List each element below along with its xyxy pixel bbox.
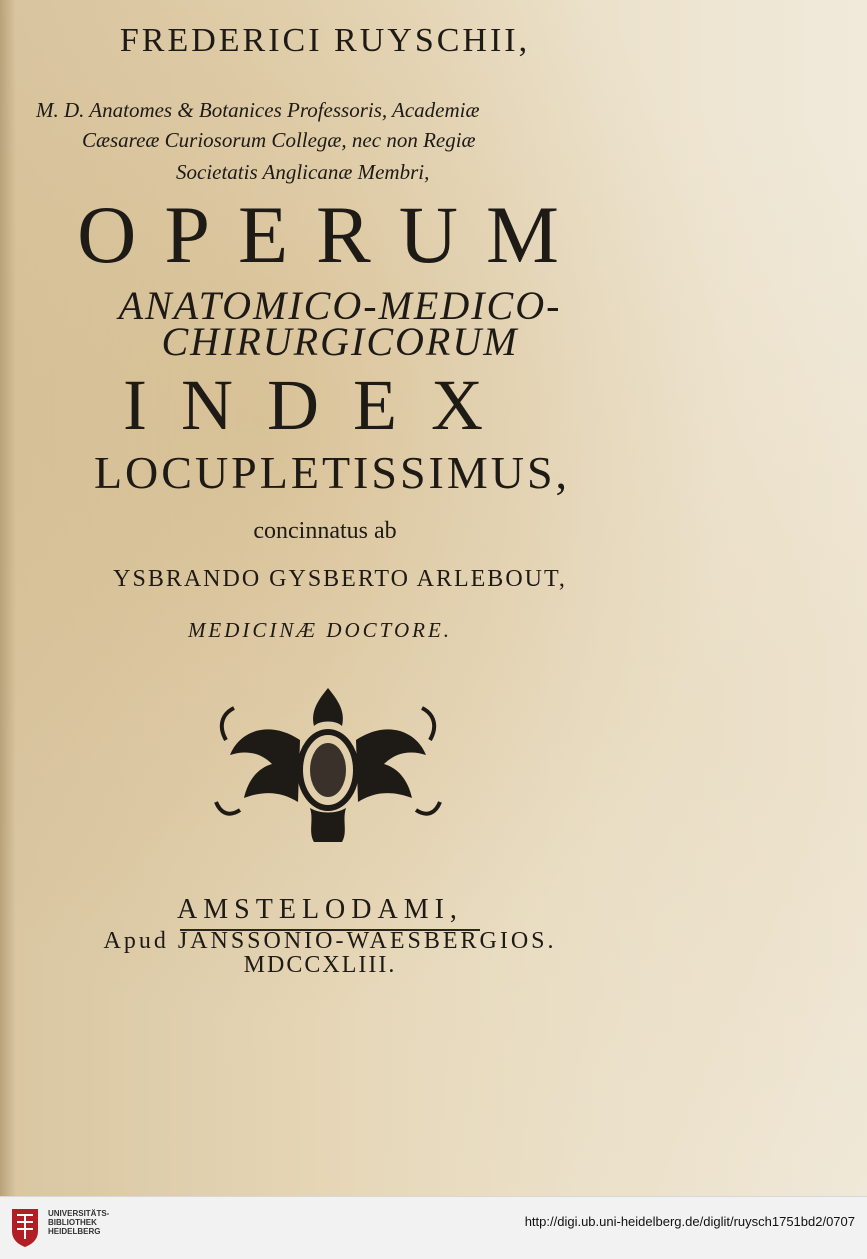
institution-line-1: UNIVERSITÄTS- (48, 1209, 110, 1218)
viewer-footer (0, 1196, 867, 1259)
title-chirurgicorum: CHIRURGICORUM (161, 319, 519, 364)
author-name: FREDERICI RUYSCHII, (119, 22, 531, 59)
institution-line-3: HEIDELBERG (48, 1227, 101, 1236)
credentials-line-2: Cæsareæ Curiosorum Collegæ, nec non Regiæ (82, 128, 476, 152)
permalink-url[interactable]: http://digi.ub.uni-heidelberg.de/diglit/ruysch1751bd2/0707 (524, 1214, 855, 1229)
compiled-by: concinnatus ab (253, 518, 397, 544)
title-anatomico: ANATOMICO-MEDICO- (118, 283, 562, 328)
compiler-title: MEDICINÆ DOCTORE. (187, 618, 453, 642)
institution-name (48, 1209, 109, 1236)
imprint-publisher: Apud JANSSONIO-WAESBERGIOS. (103, 928, 557, 954)
page-edge-shadow (0, 0, 16, 1196)
title-index: INDEX (123, 365, 517, 445)
credentials-line-3: Societatis Anglicanæ Membri, (176, 160, 430, 184)
institution-line-2: BIBLIOTHEK (48, 1218, 97, 1227)
imprint-place: AMSTELODAMI, (177, 894, 463, 925)
compiler-name: YSBRANDO GYSBERTO ARLEBOUT, (113, 566, 567, 592)
title-operum: OPERUM (77, 189, 587, 280)
printers-ornament-icon (210, 680, 446, 846)
imprint-year: MDCCXLIII. (243, 952, 397, 978)
heidelberg-library-logo-icon[interactable] (8, 1205, 42, 1249)
credentials-line-1: M. D. Anatomes & Botanices Professoris, Academiæ (36, 98, 480, 122)
title-locupletissimus: LOCUPLETISSIMUS, (93, 447, 571, 498)
